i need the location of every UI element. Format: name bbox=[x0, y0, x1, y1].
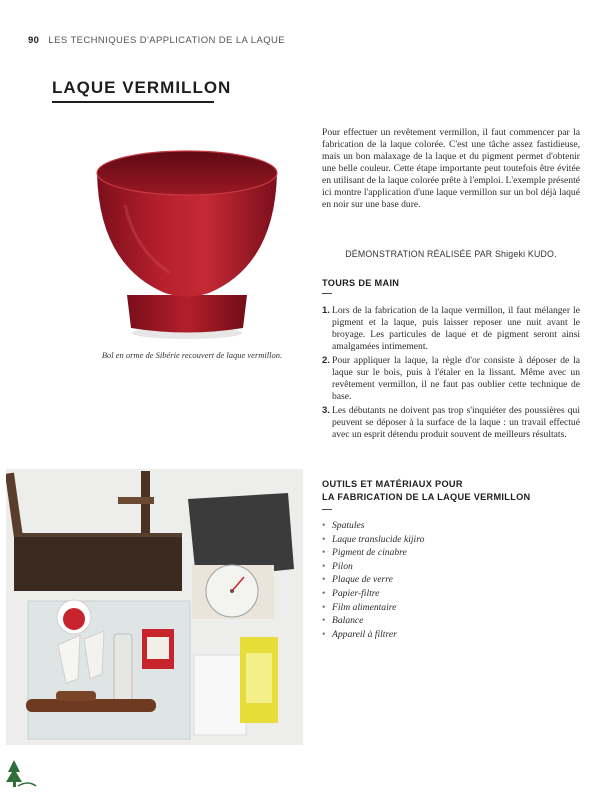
tools-heading-line1: OUTILS ET MATÉRIAUX POUR bbox=[322, 479, 463, 489]
tool-item: • Film alimentaire bbox=[322, 601, 397, 613]
tool-label: Plaque de verre bbox=[332, 574, 393, 586]
tips-heading-rule bbox=[322, 293, 332, 294]
tool-item: • Plaque de verre bbox=[322, 574, 393, 586]
tips-heading: TOURS DE MAIN bbox=[322, 278, 400, 288]
tip-number: 3. bbox=[322, 405, 330, 416]
tool-item: • Pilon bbox=[322, 560, 353, 572]
page-title: LAQUE VERMILLON bbox=[52, 78, 232, 97]
tool-label: Papier-filtre bbox=[332, 587, 380, 599]
tip-text: Les débutants ne doivent pas trop s'inquiéter des poussières qui peuvent se déposer à la surface de la laque : un travail effectué avec un esprit détendu produit souvent de meilleurs résultats. bbox=[332, 405, 580, 440]
tip-number: 2. bbox=[322, 355, 330, 366]
page-header bbox=[28, 35, 285, 46]
tree-logo-icon bbox=[4, 758, 38, 790]
tools-materials-photo bbox=[6, 469, 303, 745]
tool-item: • Papier-filtre bbox=[322, 587, 380, 599]
tools-list bbox=[322, 520, 580, 642]
tool-item: • Laque translucide kijiro bbox=[322, 533, 425, 545]
tool-item: • Pigment de cinabre bbox=[322, 547, 407, 559]
photo-caption: Bol en orme de Sibérie recouvert de laque vermillon. bbox=[101, 350, 283, 360]
tool-label: Pigment de cinabre bbox=[332, 547, 407, 559]
intro-paragraph: Pour effectuer un revêtement vermillon, il faut commencer par la fabrication de la laque colorée. C'est une tâche assez fastidieuse, mais un bon malaxage de la laque et du pigment permet d'obtenir une belle couleur. Cette étape importante peut toutefois être évitée en utilisant de la laque colorée prête à l'emploi. L'exemple présenté ici montre l'application d'une laque vermillon sur un bol déjà laqué en noir sur une base dure. bbox=[322, 127, 580, 210]
tool-label: Film alimentaire bbox=[332, 601, 397, 613]
vermilion-bowl-photo bbox=[95, 145, 280, 345]
tips-list bbox=[322, 305, 580, 443]
demo-credit: DÉMONSTRATION RÉALISÉE PAR Shigeki KUDO. bbox=[345, 249, 557, 259]
tool-item: • Balance bbox=[322, 615, 364, 627]
tip-text: Pour appliquer la laque, la règle d'or consiste à déposer de la laque sur le bois, puis à l'étaler en la lissant. Même avec un revêtement vermillon, il ne faut pas oublier cette technique de base. bbox=[332, 355, 580, 402]
tool-item: • Appareil à filtrer bbox=[322, 628, 397, 640]
tool-label: Appareil à filtrer bbox=[332, 628, 397, 640]
tools-heading-line2: LA FABRICATION DE LA LAQUE VERMILLON bbox=[322, 492, 531, 502]
tool-item: • Spatules bbox=[322, 520, 365, 531]
tool-label: Spatules bbox=[332, 520, 365, 531]
tool-label: Pilon bbox=[332, 560, 353, 572]
tip-text: Lors de la fabrication de la laque vermillon, il faut mélanger le pigment et la laque, puis laisser reposer une nuit avant le broyage. Les particules de laque et de pigment seront ainsi amalgamées intimement. bbox=[332, 305, 580, 352]
page-number: 90 bbox=[28, 35, 40, 46]
tools-heading-rule bbox=[322, 509, 332, 510]
tip-item bbox=[322, 305, 580, 353]
running-title: LES TECHNIQUES D'APPLICATION DE LA LAQUE bbox=[48, 35, 285, 46]
tools-heading bbox=[322, 478, 580, 504]
tip-item bbox=[322, 405, 580, 441]
title-underline bbox=[52, 101, 214, 103]
tool-label: Balance bbox=[332, 615, 364, 627]
tool-label: Laque translucide kijiro bbox=[332, 533, 425, 545]
tip-number: 1. bbox=[322, 305, 330, 316]
tip-item bbox=[322, 355, 580, 403]
